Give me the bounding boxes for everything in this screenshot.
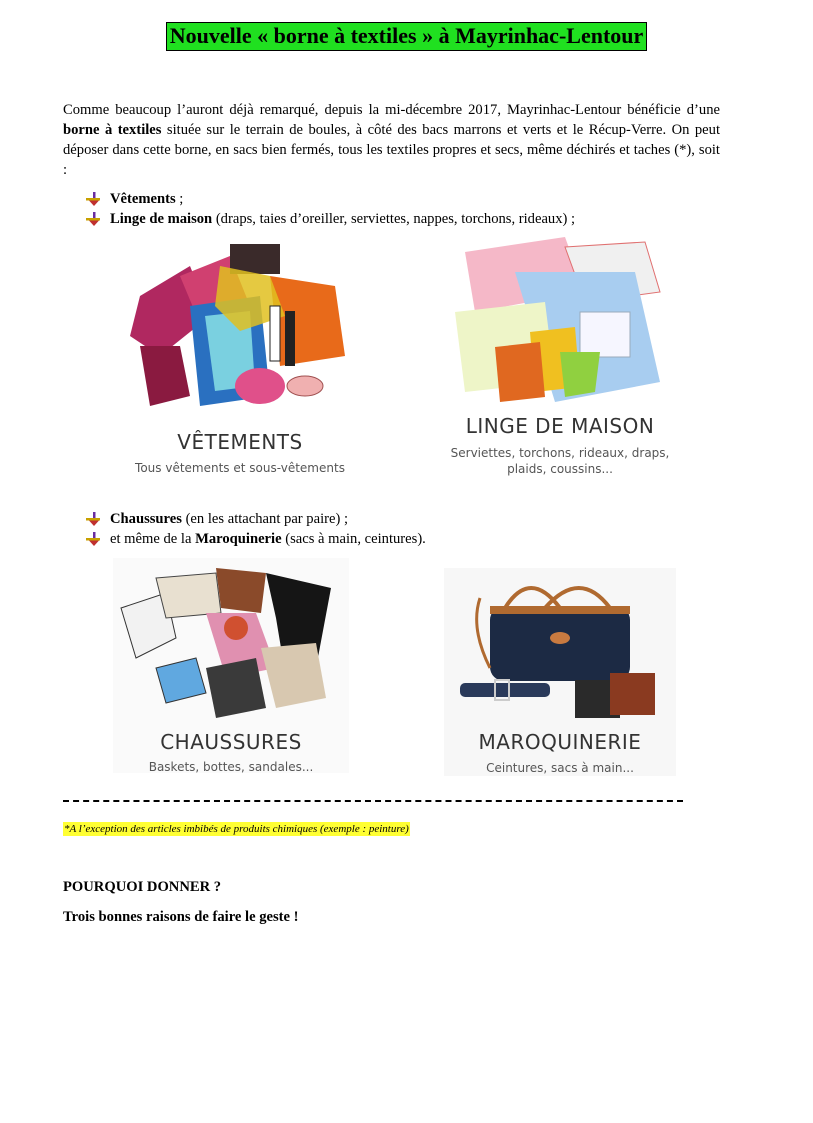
bullet-list-bottom [86, 509, 726, 549]
panel-subtitle-line-2: plaids, coussins... [507, 462, 613, 476]
intro-text-2: située sur le terrain de boules, à côté des bacs marrons et verts et le Récup-Verre. On peut déposer dans cette borne, en sacs bien fermés, tous les textiles propres et secs, même déchirés et taches (*), soit : [63, 122, 720, 178]
intro-bold: borne à textiles [63, 122, 162, 138]
panel-caption: CHAUSSURES [160, 730, 302, 754]
list-item [86, 189, 726, 209]
bullet-bold: Maroquinerie [195, 531, 282, 547]
bullet-list-top [86, 189, 726, 229]
page-title: Nouvelle « borne à textiles » à Mayrinhac-Lentour [166, 22, 648, 51]
panel-caption: LINGE DE MAISON [465, 414, 655, 438]
footnote: *A l’exception des articles imbibés de produits chimiques (exemple : peinture) [64, 823, 409, 835]
intro-text-1: Comme beaucoup l’auront déjà remarqué, depuis la mi-décembre 2017, Mayrinhac-Lentour bénéficie d’une [63, 102, 720, 118]
panel-subtitle-line-1: Serviettes, torchons, rideaux, draps, [450, 446, 670, 460]
panel-caption: VÊTEMENTS [177, 430, 303, 454]
list-item [86, 509, 726, 529]
bullet-pre: et même de la [110, 531, 196, 547]
clothes-pile-illustration [120, 236, 360, 416]
bullet-bold: Linge de maison [110, 211, 213, 227]
panel-caption: MAROQUINERIE [478, 730, 642, 754]
panel-subtitle [440, 445, 680, 477]
bullet-rest: (draps, taies d’oreiller, serviettes, nappes, torchons, rideaux) ; [212, 211, 576, 227]
bullet-rest: (sacs à main, ceintures). [281, 531, 426, 547]
panel-linge [440, 232, 680, 476]
arrow-bullet-icon [86, 532, 102, 546]
heading-three-reasons: Trois bonnes raisons de faire le geste ! [63, 909, 299, 925]
bullet-bold: Chaussures [110, 511, 182, 527]
bullet-rest: ; [175, 191, 184, 207]
bullet-rest: (en les attachant par paire) ; [181, 511, 349, 527]
panel-chaussures [113, 558, 349, 773]
panel-vetements [110, 236, 370, 475]
panel-maroquinerie [444, 568, 676, 776]
intro-paragraph [63, 100, 720, 180]
arrow-bullet-icon [86, 512, 102, 526]
list-item [86, 529, 726, 549]
panel-subtitle: Tous vêtements et sous-vêtements [135, 461, 345, 475]
linen-pile-illustration [445, 232, 675, 407]
panel-subtitle: Ceintures, sacs à main... [486, 761, 634, 775]
shoes-pile-illustration [116, 558, 346, 723]
dashed-separator [63, 800, 683, 802]
list-item [86, 209, 726, 229]
bullet-bold: Vêtements [110, 191, 176, 207]
panel-subtitle: Baskets, bottes, sandales... [148, 760, 314, 774]
arrow-bullet-icon [86, 212, 102, 226]
leather-goods-illustration [450, 568, 670, 723]
arrow-bullet-icon [86, 192, 102, 206]
heading-why-donate: POURQUOI DONNER ? [63, 879, 222, 895]
title-wrap [0, 22, 813, 51]
